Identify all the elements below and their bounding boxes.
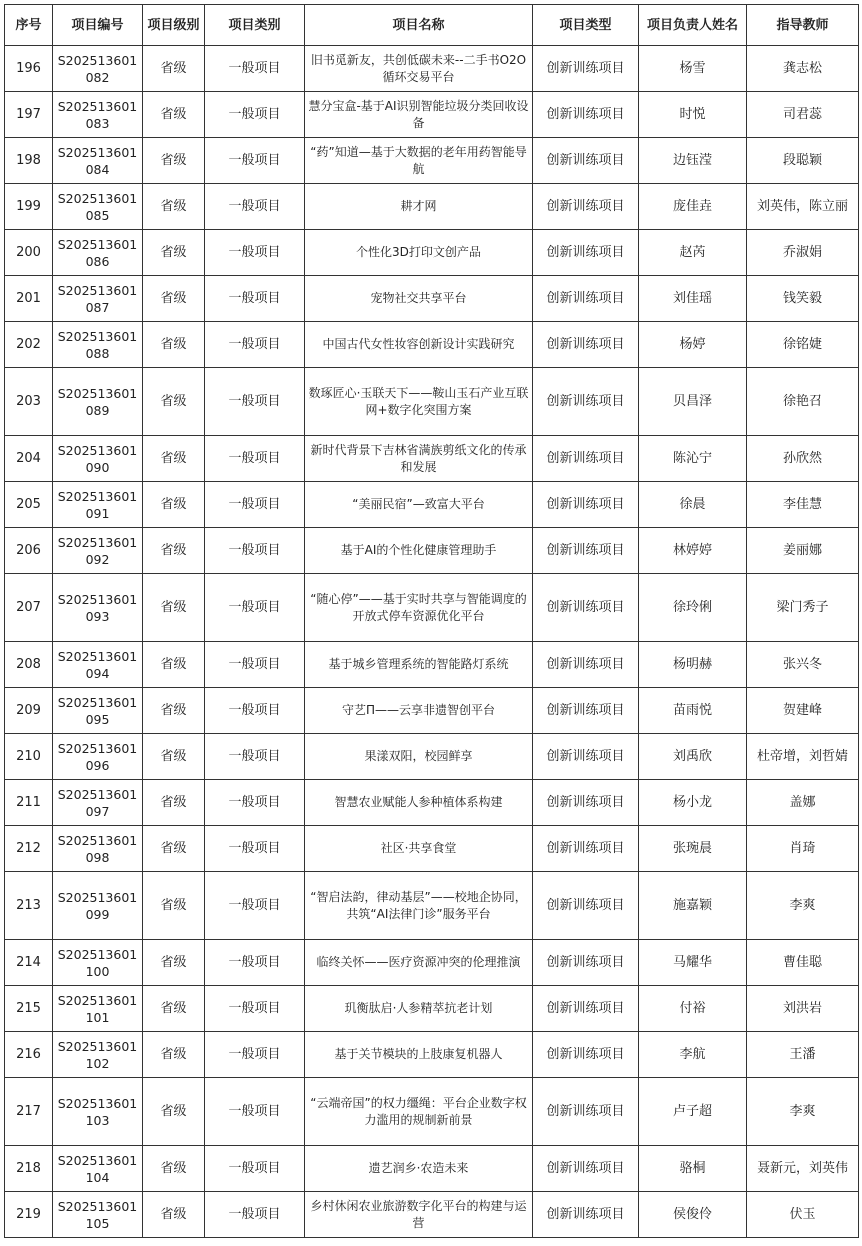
cell-leader: 骆桐	[639, 1146, 747, 1192]
table-row	[5, 92, 859, 138]
cell-type: 创新训练项目	[533, 1032, 639, 1078]
cell-type: 创新训练项目	[533, 688, 639, 734]
cell-leader: 刘佳瑶	[639, 276, 747, 322]
cell-seq: 208	[5, 642, 53, 688]
cell-category: 一般项目	[205, 368, 305, 436]
cell-seq: 198	[5, 138, 53, 184]
cell-seq: 199	[5, 184, 53, 230]
cell-type: 创新训练项目	[533, 184, 639, 230]
cell-code: S202513601099	[53, 872, 143, 940]
cell-leader: 杨雪	[639, 46, 747, 92]
table-row	[5, 986, 859, 1032]
cell-name: “智启法韵，律动基层”——校地企协同，共筑“AI法律门诊”服务平台	[305, 872, 533, 940]
table-row	[5, 138, 859, 184]
cell-seq: 211	[5, 780, 53, 826]
cell-name: 智慧农业赋能人参种植体系构建	[305, 780, 533, 826]
cell-leader: 赵芮	[639, 230, 747, 276]
cell-name: “云端帝国”的权力缰绳：平台企业数字权力滥用的规制新前景	[305, 1078, 533, 1146]
cell-name: “药”知道—基于大数据的老年用药智能导航	[305, 138, 533, 184]
cell-name: 新时代背景下吉林省满族剪纸文化的传承和发展	[305, 436, 533, 482]
cell-leader: 侯俊伶	[639, 1192, 747, 1238]
table-row	[5, 688, 859, 734]
cell-level: 省级	[143, 482, 205, 528]
table-row	[5, 46, 859, 92]
cell-type: 创新训练项目	[533, 482, 639, 528]
cell-name: 宠物社交共享平台	[305, 276, 533, 322]
cell-level: 省级	[143, 872, 205, 940]
cell-seq: 213	[5, 872, 53, 940]
cell-type: 创新训练项目	[533, 1146, 639, 1192]
cell-type: 创新训练项目	[533, 1192, 639, 1238]
cell-category: 一般项目	[205, 780, 305, 826]
cell-code: S202513601084	[53, 138, 143, 184]
cell-leader: 边钰滢	[639, 138, 747, 184]
cell-code: S202513601096	[53, 734, 143, 780]
cell-type: 创新训练项目	[533, 642, 639, 688]
cell-category: 一般项目	[205, 1146, 305, 1192]
cell-leader: 杨小龙	[639, 780, 747, 826]
cell-category: 一般项目	[205, 322, 305, 368]
cell-leader: 杨婷	[639, 322, 747, 368]
cell-seq: 210	[5, 734, 53, 780]
cell-advisor: 乔淑娟	[747, 230, 859, 276]
header-type: 项目类型	[533, 5, 639, 46]
cell-advisor: 刘英伟，陈立丽	[747, 184, 859, 230]
cell-code: S202513601089	[53, 368, 143, 436]
cell-category: 一般项目	[205, 230, 305, 276]
cell-seq: 219	[5, 1192, 53, 1238]
cell-advisor: 张兴冬	[747, 642, 859, 688]
cell-category: 一般项目	[205, 92, 305, 138]
cell-name: 乡村休闲农业旅游数字化平台的构建与运营	[305, 1192, 533, 1238]
cell-seq: 196	[5, 46, 53, 92]
cell-type: 创新训练项目	[533, 826, 639, 872]
cell-category: 一般项目	[205, 1032, 305, 1078]
cell-category: 一般项目	[205, 1078, 305, 1146]
cell-code: S202513601088	[53, 322, 143, 368]
cell-code: S202513601091	[53, 482, 143, 528]
cell-leader: 徐晨	[639, 482, 747, 528]
cell-level: 省级	[143, 940, 205, 986]
cell-category: 一般项目	[205, 574, 305, 642]
table-row	[5, 734, 859, 780]
cell-leader: 杨明赫	[639, 642, 747, 688]
cell-code: S202513601086	[53, 230, 143, 276]
cell-name: 基于关节模块的上肢康复机器人	[305, 1032, 533, 1078]
header-seq: 序号	[5, 5, 53, 46]
cell-level: 省级	[143, 436, 205, 482]
cell-code: S202513601104	[53, 1146, 143, 1192]
cell-advisor: 李爽	[747, 1078, 859, 1146]
cell-name: 守艺Π——云享非遗智创平台	[305, 688, 533, 734]
cell-leader: 马耀华	[639, 940, 747, 986]
cell-name: 慧分宝盒-基于AI识别智能垃圾分类回收设备	[305, 92, 533, 138]
cell-type: 创新训练项目	[533, 574, 639, 642]
cell-seq: 203	[5, 368, 53, 436]
cell-level: 省级	[143, 528, 205, 574]
cell-seq: 217	[5, 1078, 53, 1146]
cell-category: 一般项目	[205, 184, 305, 230]
cell-name: 基于城乡管理系统的智能路灯系统	[305, 642, 533, 688]
cell-level: 省级	[143, 780, 205, 826]
cell-advisor: 徐艳召	[747, 368, 859, 436]
cell-level: 省级	[143, 1078, 205, 1146]
cell-name: 临终关怀——医疗资源冲突的伦理推演	[305, 940, 533, 986]
cell-type: 创新训练项目	[533, 92, 639, 138]
cell-category: 一般项目	[205, 1192, 305, 1238]
cell-leader: 时悦	[639, 92, 747, 138]
cell-type: 创新训练项目	[533, 138, 639, 184]
cell-name: “美丽民宿”—致富大平台	[305, 482, 533, 528]
cell-advisor: 钱笑毅	[747, 276, 859, 322]
cell-advisor: 肖琦	[747, 826, 859, 872]
cell-level: 省级	[143, 276, 205, 322]
table-row	[5, 436, 859, 482]
table-row	[5, 528, 859, 574]
cell-seq: 202	[5, 322, 53, 368]
cell-leader: 林婷婷	[639, 528, 747, 574]
cell-advisor: 王潘	[747, 1032, 859, 1078]
header-leader: 项目负责人姓名	[639, 5, 747, 46]
cell-seq: 201	[5, 276, 53, 322]
cell-code: S202513601083	[53, 92, 143, 138]
cell-name: 社区·共享食堂	[305, 826, 533, 872]
cell-level: 省级	[143, 138, 205, 184]
cell-seq: 204	[5, 436, 53, 482]
cell-type: 创新训练项目	[533, 46, 639, 92]
cell-seq: 200	[5, 230, 53, 276]
cell-advisor: 李爽	[747, 872, 859, 940]
cell-seq: 205	[5, 482, 53, 528]
cell-level: 省级	[143, 368, 205, 436]
cell-seq: 197	[5, 92, 53, 138]
cell-name: 耕才网	[305, 184, 533, 230]
table-row	[5, 1192, 859, 1238]
cell-advisor: 龚志松	[747, 46, 859, 92]
cell-level: 省级	[143, 230, 205, 276]
cell-code: S202513601085	[53, 184, 143, 230]
cell-type: 创新训练项目	[533, 940, 639, 986]
cell-category: 一般项目	[205, 528, 305, 574]
cell-code: S202513601101	[53, 986, 143, 1032]
cell-code: S202513601093	[53, 574, 143, 642]
cell-level: 省级	[143, 322, 205, 368]
cell-code: S202513601097	[53, 780, 143, 826]
header-row	[5, 5, 859, 46]
cell-advisor: 杜帝增，刘哲婧	[747, 734, 859, 780]
table-row	[5, 642, 859, 688]
cell-type: 创新训练项目	[533, 230, 639, 276]
cell-name: 个性化3D打印文创产品	[305, 230, 533, 276]
table-row	[5, 1078, 859, 1146]
table-row	[5, 368, 859, 436]
cell-leader: 施嘉颖	[639, 872, 747, 940]
cell-code: S202513601103	[53, 1078, 143, 1146]
cell-category: 一般项目	[205, 688, 305, 734]
header-name: 项目名称	[305, 5, 533, 46]
cell-level: 省级	[143, 734, 205, 780]
cell-seq: 218	[5, 1146, 53, 1192]
cell-type: 创新训练项目	[533, 734, 639, 780]
cell-leader: 陈沁宁	[639, 436, 747, 482]
cell-advisor: 段聪颖	[747, 138, 859, 184]
cell-advisor: 徐铭婕	[747, 322, 859, 368]
cell-category: 一般项目	[205, 276, 305, 322]
cell-code: S202513601098	[53, 826, 143, 872]
cell-advisor: 伏玉	[747, 1192, 859, 1238]
cell-name: 基于AI的个性化健康管理助手	[305, 528, 533, 574]
table-row	[5, 482, 859, 528]
cell-code: S202513601105	[53, 1192, 143, 1238]
cell-code: S202513601095	[53, 688, 143, 734]
cell-seq: 216	[5, 1032, 53, 1078]
cell-type: 创新训练项目	[533, 368, 639, 436]
cell-code: S202513601100	[53, 940, 143, 986]
cell-name: 中国古代女性妆容创新设计实践研究	[305, 322, 533, 368]
cell-category: 一般项目	[205, 826, 305, 872]
cell-category: 一般项目	[205, 734, 305, 780]
cell-code: S202513601102	[53, 1032, 143, 1078]
cell-leader: 刘禹欣	[639, 734, 747, 780]
cell-leader: 徐玲俐	[639, 574, 747, 642]
cell-leader: 付裕	[639, 986, 747, 1032]
cell-level: 省级	[143, 1192, 205, 1238]
cell-advisor: 司君蕊	[747, 92, 859, 138]
cell-code: S202513601082	[53, 46, 143, 92]
cell-advisor: 曹佳聪	[747, 940, 859, 986]
table-row	[5, 230, 859, 276]
cell-leader: 张琬晨	[639, 826, 747, 872]
cell-type: 创新训练项目	[533, 322, 639, 368]
cell-leader: 苗雨悦	[639, 688, 747, 734]
cell-type: 创新训练项目	[533, 436, 639, 482]
cell-name: 果漾双阳，校园鲜享	[305, 734, 533, 780]
cell-code: S202513601092	[53, 528, 143, 574]
cell-category: 一般项目	[205, 46, 305, 92]
table-row	[5, 184, 859, 230]
cell-advisor: 盖娜	[747, 780, 859, 826]
cell-advisor: 姜丽娜	[747, 528, 859, 574]
cell-type: 创新训练项目	[533, 1078, 639, 1146]
table-row	[5, 780, 859, 826]
cell-type: 创新训练项目	[533, 528, 639, 574]
cell-level: 省级	[143, 1032, 205, 1078]
cell-level: 省级	[143, 1146, 205, 1192]
cell-name: 玑衡肽启·人参精萃抗老计划	[305, 986, 533, 1032]
cell-category: 一般项目	[205, 986, 305, 1032]
cell-code: S202513601094	[53, 642, 143, 688]
cell-advisor: 刘洪岩	[747, 986, 859, 1032]
table-row	[5, 574, 859, 642]
cell-level: 省级	[143, 986, 205, 1032]
cell-leader: 卢子超	[639, 1078, 747, 1146]
table-row	[5, 1146, 859, 1192]
table-row	[5, 1032, 859, 1078]
cell-leader: 李航	[639, 1032, 747, 1078]
cell-seq: 215	[5, 986, 53, 1032]
cell-category: 一般项目	[205, 940, 305, 986]
header-category: 项目类别	[205, 5, 305, 46]
cell-name: 旧书觅新友，共创低碳未来--二手书O2O循环交易平台	[305, 46, 533, 92]
table-row	[5, 826, 859, 872]
cell-category: 一般项目	[205, 482, 305, 528]
cell-advisor: 孙欣然	[747, 436, 859, 482]
cell-category: 一般项目	[205, 872, 305, 940]
table-row	[5, 276, 859, 322]
cell-category: 一般项目	[205, 138, 305, 184]
cell-name: 数琢匠心·玉联天下——鞍山玉石产业互联网+数字化突围方案	[305, 368, 533, 436]
cell-advisor: 聂新元，刘英伟	[747, 1146, 859, 1192]
cell-level: 省级	[143, 688, 205, 734]
table-row	[5, 872, 859, 940]
cell-level: 省级	[143, 46, 205, 92]
cell-type: 创新训练项目	[533, 780, 639, 826]
cell-level: 省级	[143, 92, 205, 138]
cell-advisor: 李佳慧	[747, 482, 859, 528]
cell-seq: 206	[5, 528, 53, 574]
header-code: 项目编号	[53, 5, 143, 46]
cell-type: 创新训练项目	[533, 872, 639, 940]
cell-leader: 庞佳垚	[639, 184, 747, 230]
cell-level: 省级	[143, 184, 205, 230]
cell-leader: 贝昌泽	[639, 368, 747, 436]
project-table	[4, 4, 859, 1238]
table-row	[5, 322, 859, 368]
header-level: 项目级别	[143, 5, 205, 46]
cell-type: 创新训练项目	[533, 276, 639, 322]
table-body	[5, 46, 859, 1238]
table-row	[5, 940, 859, 986]
cell-seq: 214	[5, 940, 53, 986]
cell-advisor: 梁门秀子	[747, 574, 859, 642]
cell-seq: 209	[5, 688, 53, 734]
cell-code: S202513601090	[53, 436, 143, 482]
cell-seq: 212	[5, 826, 53, 872]
cell-category: 一般项目	[205, 642, 305, 688]
cell-advisor: 贺建峰	[747, 688, 859, 734]
cell-name: 遗艺润乡·农造未来	[305, 1146, 533, 1192]
cell-level: 省级	[143, 642, 205, 688]
cell-category: 一般项目	[205, 436, 305, 482]
cell-level: 省级	[143, 826, 205, 872]
cell-level: 省级	[143, 574, 205, 642]
cell-name: “随心停”——基于实时共享与智能调度的开放式停车资源优化平台	[305, 574, 533, 642]
cell-seq: 207	[5, 574, 53, 642]
cell-code: S202513601087	[53, 276, 143, 322]
header-advisor: 指导教师	[747, 5, 859, 46]
cell-type: 创新训练项目	[533, 986, 639, 1032]
